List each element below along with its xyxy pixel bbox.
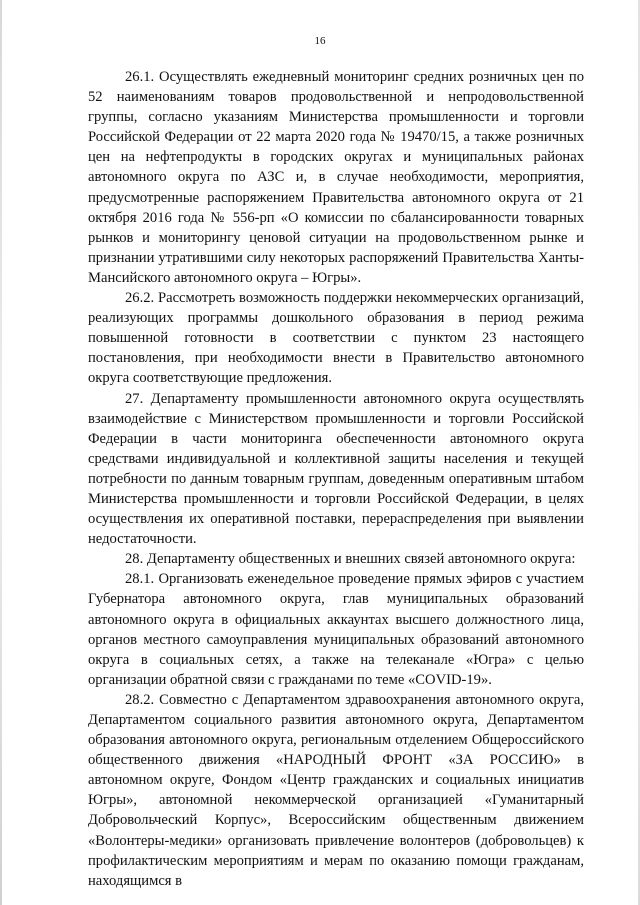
paragraph-27: 27. Департаменту промышленности автономного округа осуществлять взаимодействие с Министерством промышленности и торговли Российской Федерации в части мониторинга обеспеченности автономного округа средствами индивидуальной и коллективной защиты населения и текущей потребности по данным товарным группам, доведенным оперативным штабом Министерства промышленности и торговли Российской Федерации, в целях осуществления их оперативной поставки, перераспределения при выявлении недостаточности. <box>88 390 584 548</box>
paragraph-28-2: 28.2. Совместно с Департаментом здравоохранения автономного округа, Департаментом социального развития автономного округа, Департаментом образования автономного округа, региональным отделением Общероссийского общественного движения «НАРОДНЫЙ ФРОНТ «ЗА РОССИЮ» в автономном округе, Фондом «Центр гражданских и социальных инициатив Югры», автономной некоммерческой организацией «Гуманитарный Добровольческий Корпус», Всероссийским общественным движением «Волонтеры-медики» организовать привлечение волонтеров (добровольцев) к профилактическим мероприятиям и мерам по оказанию помощи гражданам, находящимся в <box>88 691 584 889</box>
paragraph-26-1: 26.1. Осуществлять ежедневный мониторинг средних розничных цен по 52 наименованиям товаров продовольственной и непродовольственной группы, согласно указаниям Министерства промышленности и торговли Российской Федерации от 22 марта 2020 года № 19470/15, а также розничных цен на нефтепродукты в городских округах и муниципальных районах автономного округа по АЗС и, в случае необходимости, мероприятия, предусмотренные распоряжением Правительства автономного округа от 21 октября 2016 года № 556-рп «О комиссии по сбалансированности товарных рынков и мониторингу ценовой ситуации на продовольственном рынке и признании утратившими силу некоторых распоряжений Правительства Ханты-Мансийского автономного округа – Югры». <box>88 69 584 286</box>
paragraph-28: 28. Департаменту общественных и внешних связей автономного округа: <box>125 551 576 568</box>
paragraph-28-1: 28.1. Организовать еженедельное проведение прямых эфиров с участием Губернатора автономного округа, глав муниципальных образований автономного округа в официальных аккаунтах высшего должностного лица, органов местного самоуправления муниципальных образований автономного округа в социальных сетях, а также на телеканале «Югра» с целью организации обратной связи с гражданами по теме «COVID-19». <box>88 571 584 688</box>
scan-edge-left <box>0 0 2 905</box>
page-number: 16 <box>314 35 326 47</box>
document-body <box>88 67 584 891</box>
paragraph-26-2: 26.2. Рассмотреть возможность поддержки некоммерческих организаций, реализующих программы дошкольного образования в период режима повышенной готовности в соответствии с пунктом 23 настоящего постановления, при необходимости внести в Правительство автономного округа соответствующие предложения. <box>88 290 584 387</box>
